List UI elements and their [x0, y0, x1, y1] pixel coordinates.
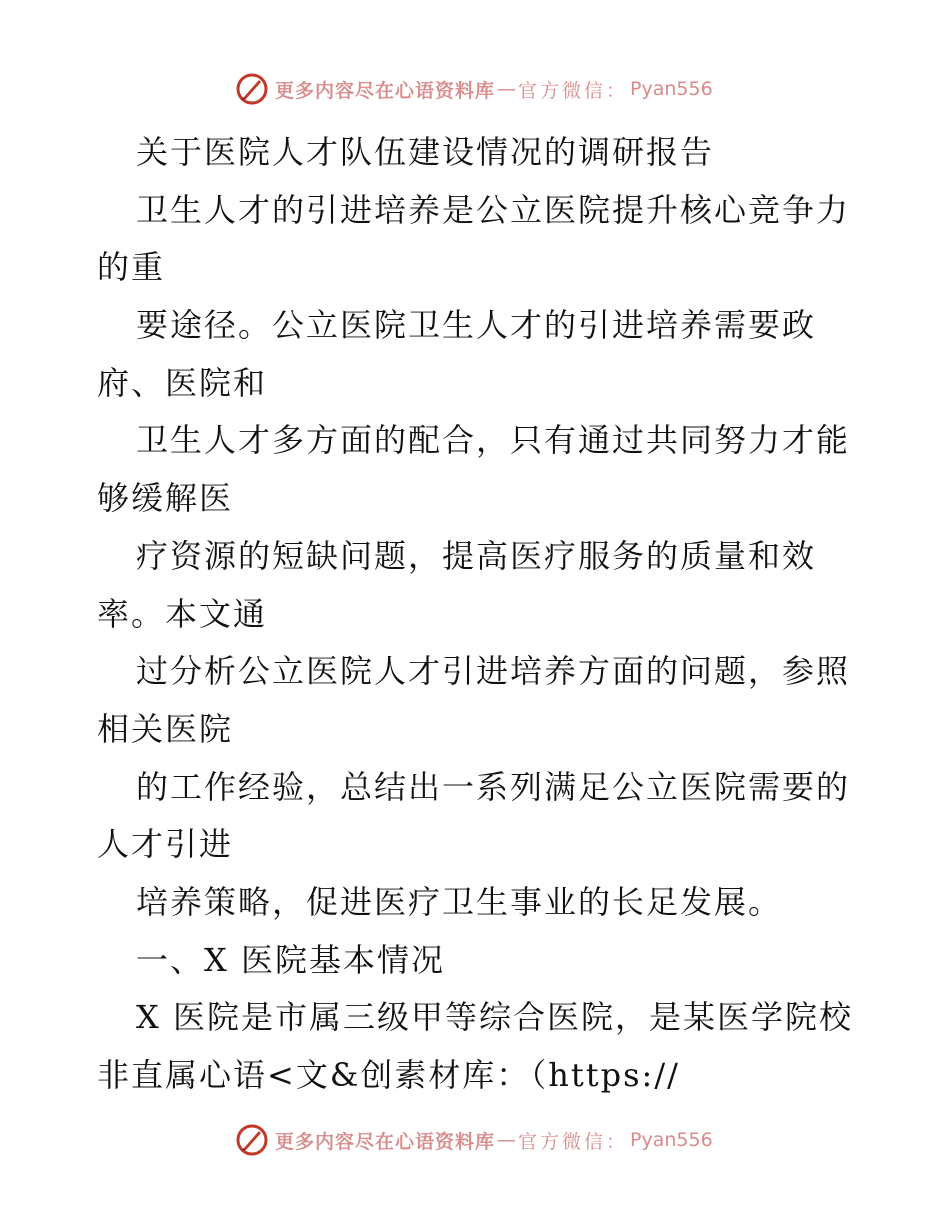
text-line: 卫生人才多方面的配合，只有通过共同努力才能 [136, 421, 851, 460]
text-line: 要途径。公立医院卫生人才的引进培养需要政 [136, 306, 817, 345]
text-line: 率。本文通 [97, 594, 268, 633]
banner-dash: — [497, 78, 517, 100]
text-line: 卫生人才的引进培养是公立医院提升核心竞争力 [136, 190, 851, 229]
quill-logo-icon [235, 1123, 269, 1157]
banner-wechat-label: 官方微信： [518, 79, 629, 102]
text-line: 人才引进 [97, 825, 234, 864]
watermark-banner-top [235, 71, 713, 107]
text-line: 相关医院 [97, 709, 234, 748]
document-title: 关于医院人才队伍建设情况的调研报告 [136, 133, 715, 171]
text-line: 够缓解医 [97, 479, 234, 518]
text-line: 的重 [97, 248, 166, 287]
banner-dash: — [497, 1129, 517, 1151]
document-body [97, 124, 857, 1105]
text-line: 培养策略，促进医疗卫生事业的长足发展。 [136, 882, 783, 921]
text-line: 非直属心语<文&创素材库：（https:// [97, 1056, 680, 1094]
banner-wechat-label: 官方微信： [518, 1130, 629, 1153]
section-heading: 一、X 医院基本情况 [136, 940, 445, 979]
banner-text: 更多内容尽在心语资料库 [275, 79, 496, 102]
text-line: 疗资源的短缺问题，提高医疗服务的质量和效 [136, 536, 817, 575]
text-line: X 医院是市属三级甲等综合医院，是某医学院校 [136, 998, 853, 1037]
banner-wechat-id: Pyan556 [630, 1129, 713, 1151]
text-line: 府、医院和 [97, 363, 268, 402]
quill-logo-icon [235, 72, 269, 106]
text-line: 的工作经验，总结出一系列满足公立医院需要的 [136, 767, 851, 806]
watermark-banner-bottom [235, 1122, 713, 1158]
banner-wechat-id: Pyan556 [630, 78, 713, 100]
banner-text: 更多内容尽在心语资料库 [275, 1130, 496, 1153]
text-line: 过分析公立医院人才引进培养方面的问题，参照 [136, 652, 851, 691]
